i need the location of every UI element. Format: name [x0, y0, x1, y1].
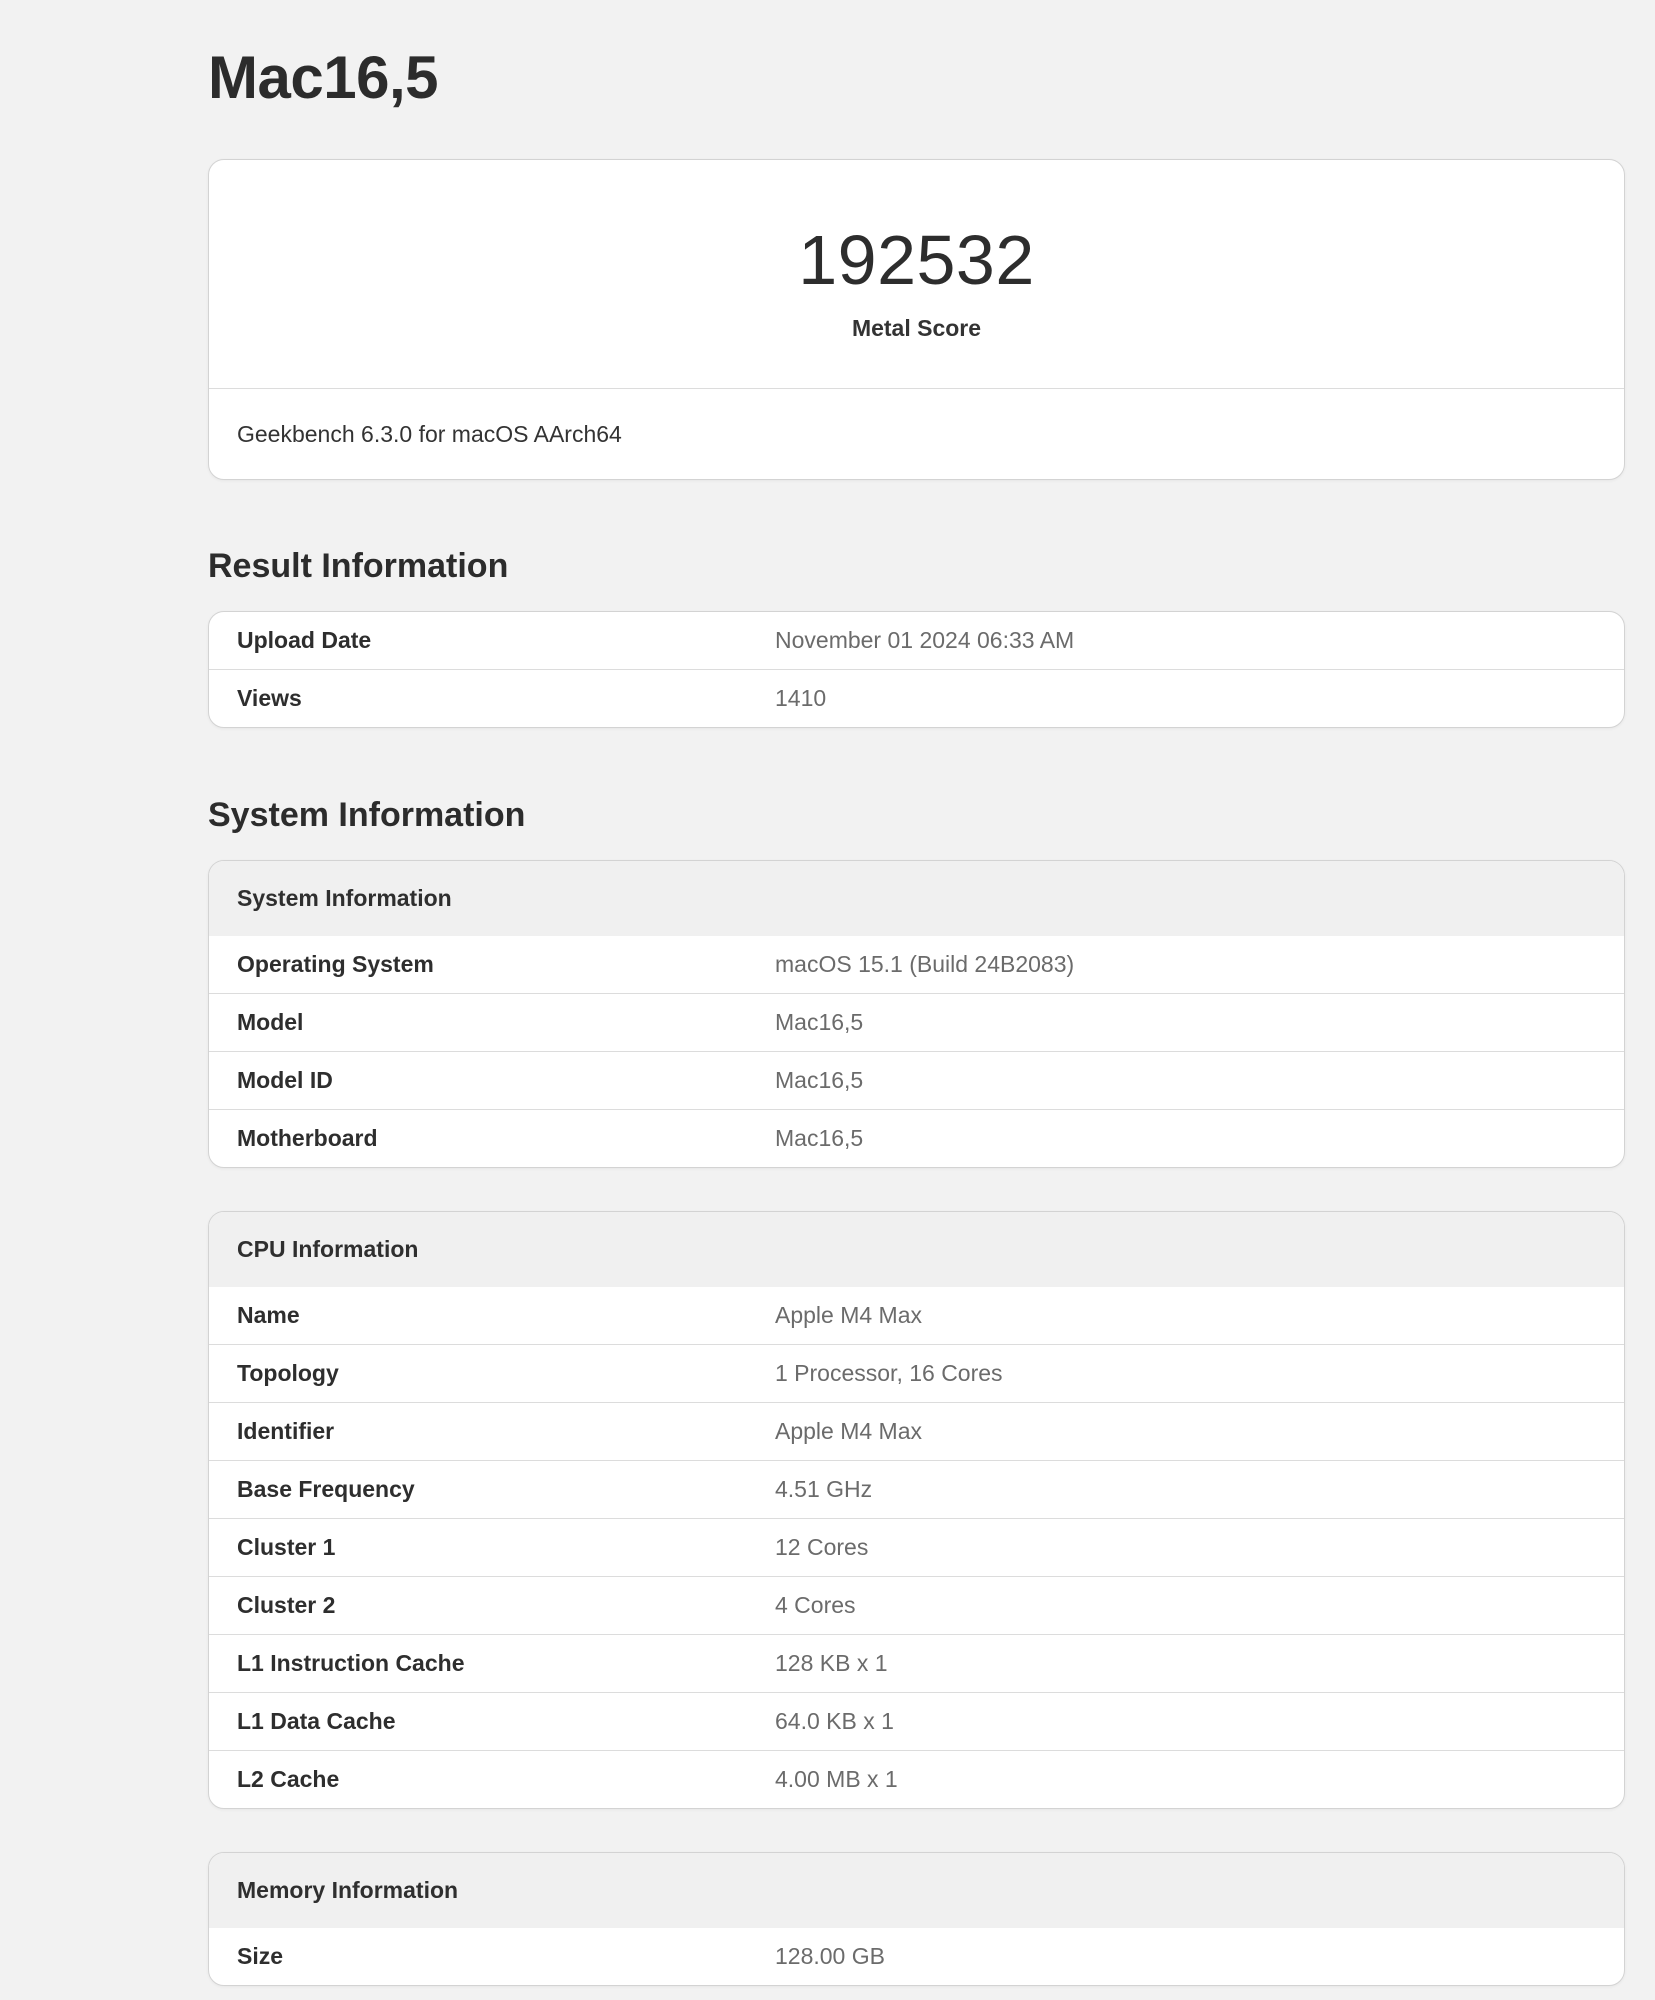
table-row [209, 1051, 1624, 1109]
row-value: macOS 15.1 (Build 24B2083) [775, 951, 1075, 977]
row-value: Mac16,5 [775, 1067, 864, 1093]
table-row [209, 612, 1624, 669]
score-card [208, 159, 1625, 480]
row-value: Apple M4 Max [775, 1302, 923, 1328]
cpu-information-table [208, 1211, 1625, 1809]
table-row [209, 1518, 1624, 1576]
table-row [209, 993, 1624, 1051]
result-information-heading: Result Information [208, 547, 509, 585]
row-value: 4.51 GHz [775, 1476, 873, 1502]
row-value: 128 KB x 1 [775, 1650, 888, 1676]
table-row [209, 1287, 1624, 1344]
row-key: Model [237, 1009, 304, 1035]
row-key: Identifier [237, 1418, 335, 1444]
memory-information-table [208, 1852, 1625, 1986]
metal-score-value: 192532 [798, 221, 1035, 299]
row-value: Mac16,5 [775, 1125, 864, 1151]
row-key: L2 Cache [237, 1766, 340, 1792]
table-row [209, 1692, 1624, 1750]
table-row [209, 669, 1624, 727]
row-key: Views [237, 685, 302, 711]
row-key: Model ID [237, 1067, 333, 1093]
system-information-table [208, 860, 1625, 1168]
table-row [209, 1634, 1624, 1692]
row-key: Cluster 2 [237, 1592, 336, 1618]
row-value: 64.0 KB x 1 [775, 1708, 894, 1734]
row-key: L1 Instruction Cache [237, 1650, 465, 1676]
row-key: L1 Data Cache [237, 1708, 396, 1734]
row-key: Topology [237, 1360, 339, 1386]
row-value: 1410 [775, 685, 827, 711]
metal-score-label: Metal Score [851, 315, 982, 341]
row-key: Size [237, 1943, 284, 1969]
row-key: Base Frequency [237, 1476, 415, 1502]
row-value: 4.00 MB x 1 [775, 1766, 898, 1792]
system-information-heading: System Information [208, 796, 526, 834]
page-title: Mac16,5 [208, 44, 438, 111]
row-value: 4 Cores [775, 1592, 856, 1618]
row-key: Motherboard [237, 1125, 378, 1151]
row-value: November 01 2024 06:33 AM [775, 627, 1075, 653]
table-header: CPU Information [209, 1212, 1624, 1287]
result-information-table [208, 611, 1625, 728]
table-row [209, 1109, 1624, 1167]
row-value: 1 Processor, 16 Cores [775, 1360, 1003, 1386]
table-row [209, 1576, 1624, 1634]
row-value: 128.00 GB [775, 1943, 885, 1969]
score-panel [209, 160, 1624, 389]
table-row [209, 1344, 1624, 1402]
row-value: Mac16,5 [775, 1009, 864, 1035]
row-value: Apple M4 Max [775, 1418, 923, 1444]
benchmark-version: Geekbench 6.3.0 for macOS AArch64 [237, 420, 622, 447]
table-row [209, 1928, 1624, 1985]
table-row [209, 936, 1624, 993]
row-key: Operating System [237, 951, 434, 977]
row-key: Upload Date [237, 627, 372, 653]
table-row [209, 1460, 1624, 1518]
table-header: Memory Information [209, 1853, 1624, 1928]
table-header: System Information [209, 861, 1624, 936]
row-key: Cluster 1 [237, 1534, 336, 1560]
row-key: Name [237, 1302, 300, 1328]
table-row [209, 1750, 1624, 1808]
table-row [209, 1402, 1624, 1460]
row-value: 12 Cores [775, 1534, 869, 1560]
